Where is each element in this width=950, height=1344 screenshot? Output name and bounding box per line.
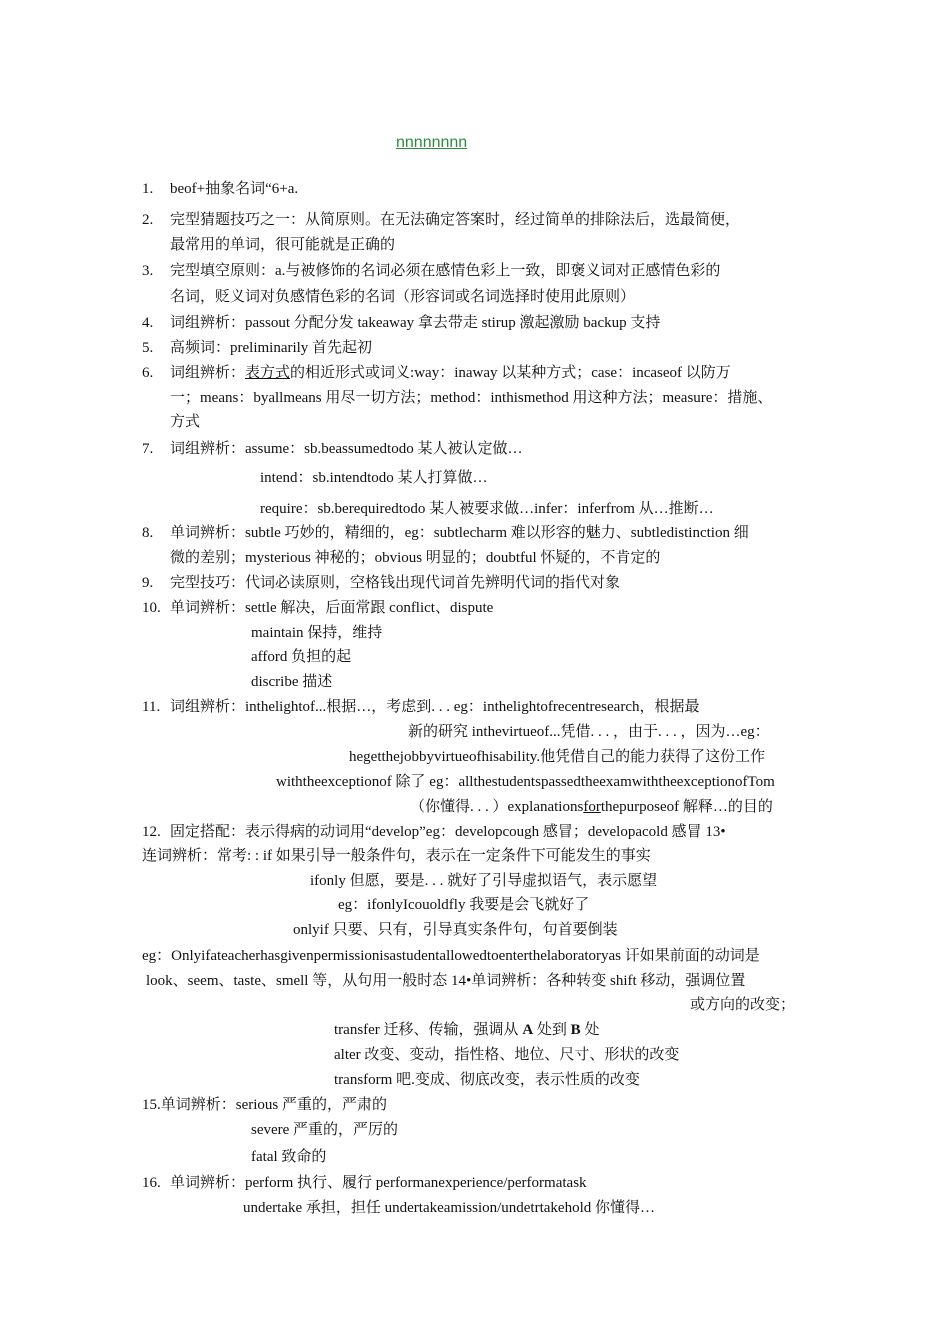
item-text-cont: alter 改变、变动，指性格、地位、尺寸、形状的改变 bbox=[334, 1047, 680, 1063]
item-text: look、seem、taste、smell 等，从句用一般时态 14•单词辨析：各种转变 shift 移动，强调位置 bbox=[146, 973, 746, 989]
item-text-cont: 新的研究 inthevirtueof...凭借. . . ，由于. . . ，因为…eg： bbox=[408, 724, 770, 740]
item-text: 完型技巧：代词必读原则，空格钱出现代词首先辨明代词的指代对象 bbox=[170, 575, 621, 591]
item-text-pre: 词组辨析： bbox=[170, 365, 246, 381]
item-text: eg：Onlyifateacherhasgivenpermissionisastudentallowedtoenterthelaboratoryas 讦如果前面的动词是 bbox=[142, 948, 760, 964]
item-text-pre: （你懂得. . . ）explanations bbox=[410, 799, 584, 815]
item-text-post: thepurposeof 解释…的目的 bbox=[600, 799, 773, 815]
item-text: 词组辨析：inthelightof...根据…，考虑到. . . eg：inthelightofrecentresearch，根据最 bbox=[170, 699, 700, 715]
item-text-cont: 名词，贬义词对负感情色彩的名词（形容词或名词选择时使用此原则） bbox=[170, 289, 636, 305]
item-number: 3. bbox=[142, 263, 154, 279]
item-text-cont bbox=[334, 1021, 599, 1039]
item-text: 完型填空原则：a.与被修饰的名词必须在感情色彩上一致，即褒义词对正感情色彩的 bbox=[170, 263, 721, 279]
item-text-cont: severe 严重的，严厉的 bbox=[251, 1122, 399, 1138]
item-text-cont: undertake 承担，担任 undertakeamission/undetrtakehold 你懂得… bbox=[243, 1200, 655, 1216]
item-text-post: 的相近形式或词义:way：inaway 以某种方式；case：incaseof 以防万 bbox=[290, 365, 731, 381]
item-number: 16. bbox=[142, 1175, 161, 1191]
item-number: 12. bbox=[142, 824, 161, 840]
item-number: 11. bbox=[142, 699, 161, 715]
item-text-cont: 方式 bbox=[170, 414, 201, 430]
item-number: 10. bbox=[142, 600, 161, 616]
item-number: 7. bbox=[142, 441, 154, 457]
item-number: 8. bbox=[142, 525, 154, 541]
item-text: 单词辨析：perform 执行、履行 performanexperience/performatask bbox=[170, 1175, 587, 1191]
item-text: 词组辨析：passout 分配分发 takeaway 拿去带走 stirup 激起激励 backup 支持 bbox=[170, 315, 661, 331]
item-text-cont: ifonly 但愿，要是. . . 就好了引导虚拟语气，表示愿望 bbox=[310, 873, 658, 889]
item-text: 高频词：preliminarily 首先起初 bbox=[170, 340, 373, 356]
item-text-cont: fatal 致命的 bbox=[251, 1149, 327, 1165]
item-text-post: 处 bbox=[580, 1022, 600, 1038]
item-text-cont: onlyif 只要、只有，引导真实条件句，句首要倒装 bbox=[293, 922, 618, 938]
item-text: 词组辨析：assume：sb.beassumedtodo 某人被认定做… bbox=[170, 441, 523, 457]
item-text-cont: withtheexceptionof 除了 eg：allthestudentspassedtheexamwiththeexceptionofTom bbox=[276, 774, 775, 790]
item-text: 连词辨析：常考: : if 如果引导一般条件句，表示在一定条件下可能发生的事实 bbox=[142, 848, 651, 864]
item-text: 15.单词辨析：serious 严重的，严肃的 bbox=[142, 1097, 387, 1113]
item-text bbox=[170, 364, 731, 382]
item-text: 单词辨析：subtle 巧妙的，精细的，eg：subtlecharm 难以形容的魅力、subtledistinction 细 bbox=[170, 525, 749, 541]
item-text-cont: require：sb.berequiredtodo 某人被要求做…infer：inferfrom 从…推断… bbox=[260, 501, 714, 517]
item-text-cont: eg：ifonlyIcouoldfly 我要是会飞就好了 bbox=[338, 897, 590, 913]
item-text-cont: 或方向的改变； bbox=[690, 997, 796, 1013]
item-number: 2. bbox=[142, 212, 154, 228]
item-text: beof+抽象名词“6+a. bbox=[170, 181, 299, 197]
item-number: 5. bbox=[142, 340, 154, 356]
item-text-cont: intend：sb.intendtodo 某人打算做… bbox=[260, 470, 488, 486]
item-text-mid: 处到 bbox=[533, 1022, 571, 1038]
item-text-cont: hegetthejobbyvirtueofhisability.他凭借自己的能力获得了这份工作 bbox=[349, 749, 766, 765]
item-number: 9. bbox=[142, 575, 154, 591]
item-text: 单词辨析：settle 解决，后面常跟 conflict、dispute bbox=[170, 600, 494, 616]
underlined-term: for bbox=[583, 799, 601, 815]
item-text-cont: 微的差别；mysterious 神秘的；obvious 明显的；doubtful 怀疑的，不肯定的 bbox=[170, 550, 661, 566]
item-text-cont: 最常用的单词，很可能就是正确的 bbox=[170, 237, 396, 253]
item-text-cont bbox=[410, 798, 773, 816]
item-number: 1. bbox=[142, 181, 154, 197]
bold-term: A bbox=[522, 1022, 534, 1038]
item-number: 6. bbox=[142, 365, 154, 381]
bold-term: B bbox=[570, 1022, 581, 1038]
document-title[interactable]: nnnnnnnn bbox=[396, 134, 468, 151]
item-text: 完型猜题技巧之一：从简原则。在无法确定答案时，经过简单的排除法后，选最简便， bbox=[170, 212, 741, 228]
item-text-cont: 一；means：byallmeans 用尽一切方法；method：inthismethod 用这种方法；measure：措施、 bbox=[170, 390, 773, 406]
item-text-cont: discribe 描述 bbox=[251, 674, 333, 690]
item-text-cont: afford 负担的起 bbox=[251, 649, 352, 665]
underlined-term: 表方式 bbox=[245, 365, 291, 381]
item-number: 4. bbox=[142, 315, 154, 331]
item-text-cont: transform 吧.变成、彻底改变，表示性质的改变 bbox=[334, 1072, 640, 1088]
item-text-pre: transfer 迁移、传输，强调从 bbox=[334, 1022, 523, 1038]
item-text: 固定搭配：表示得病的动词用“develop”eg：developcough 感冒；developacold 感冒 13• bbox=[170, 824, 726, 840]
item-text-cont: maintain 保持，维持 bbox=[251, 625, 383, 641]
